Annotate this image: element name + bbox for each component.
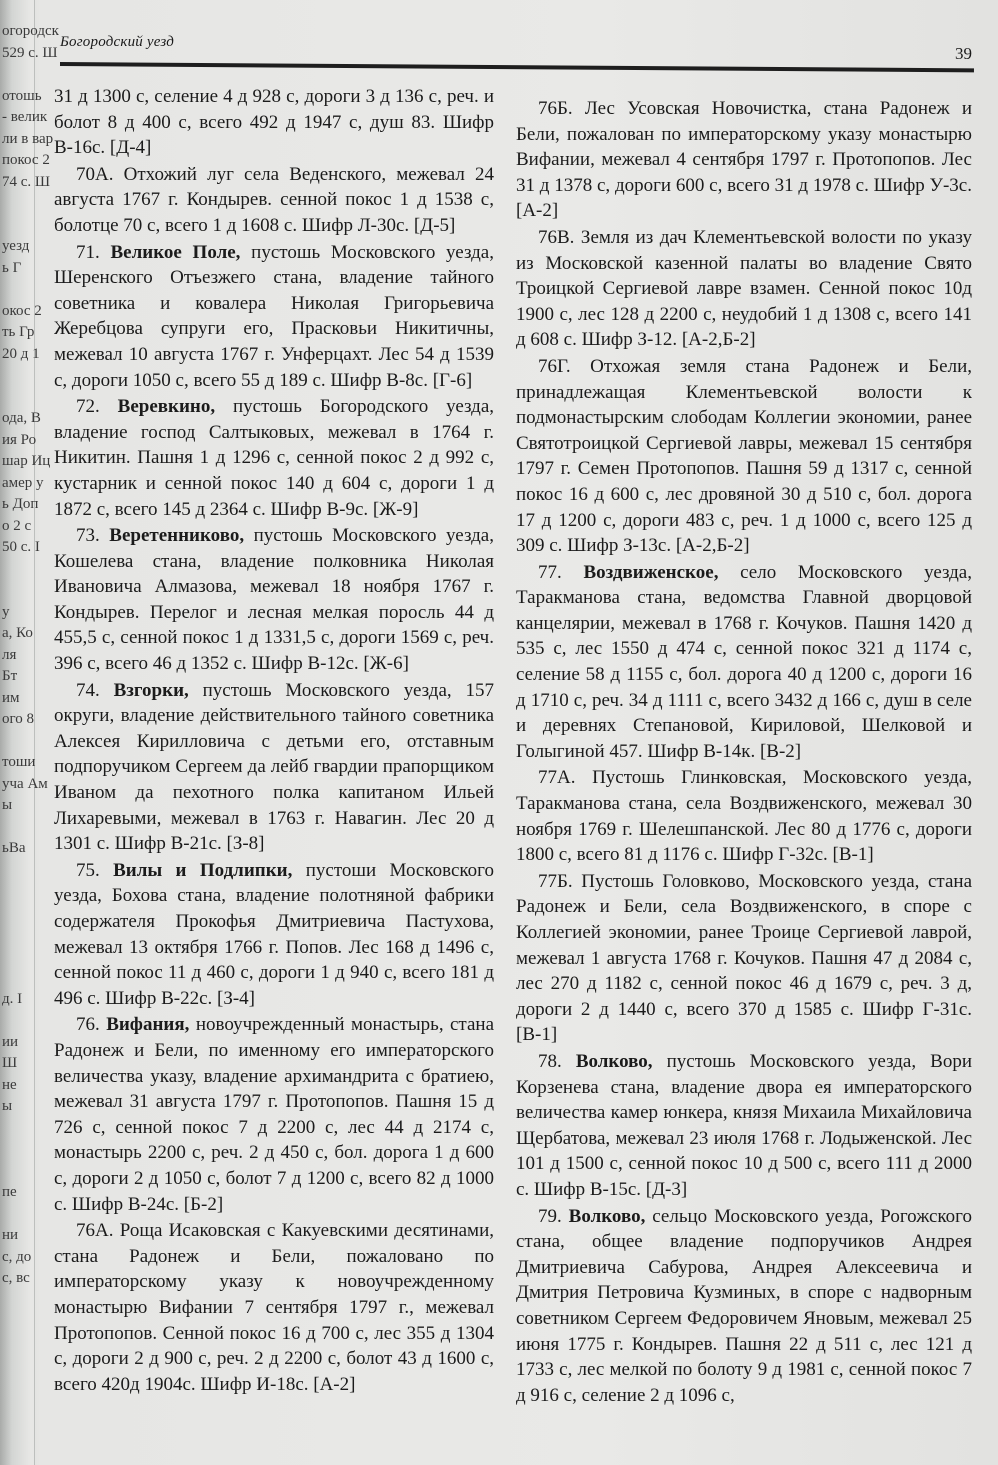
- facing-page-fragment: Ш: [2, 1055, 18, 1071]
- entry-paragraph: [516, 765, 972, 867]
- entry-text: Отхожая земля стана Радонеж и Бели, принадлежащая Клементьевской волости к подмонастырским слободам Коллегии экономии, ранее Святотроицкой Сергиевой лавры, межевал 15 сентября 1797 г. Семен Протопопов. Пашня 59 д 1317 с, сенной покос 16 д 600 с, лес дровяной 30 д 510 с, бол. дорога 17 д 1200 с, дороги 483 с, реч. 1 д 1000 с, всего 125 д 309 с. Шифр З-13с. [А-2,Б-2]: [516, 355, 972, 557]
- entry-text: пустошь Московского уезда, Кошелева стана, владение полковника Николая Ивановича Алмазова, межевал 18 ноября 1767 г. Кондырев. Перелог и лесная мелкая поросль 44 д 455,5 с, сенной покос 1 д 1331,5 с, дороги 1569 с, реч. 396 с, всего 46 д 1352 с. Шифр В-12с. [Ж-6]: [54, 525, 494, 675]
- entry-paragraph: [54, 678, 494, 857]
- entry-paragraph: [516, 354, 972, 559]
- entry-number: 76Б.: [538, 98, 573, 119]
- entry-paragraph: [516, 225, 972, 353]
- entry-text: Пустошь Глинковская, Московского уезда, Таракманова стана, села Воздвиженского, межевал 30 ноября 1769 г. Шелешпанской. Лес 80 д 1776 с, дороги 1800 с, всего 81 д 1176 с. Шифр Г-32с. [В-1]: [516, 767, 972, 866]
- facing-page-fragment: - велик: [2, 109, 48, 125]
- facing-page-fragment: огородск: [2, 23, 59, 39]
- entry-text: пустошь Московского уезда, Шеренского Отъезжего стана, владение тайного советника и ковалера Николая Григорьевича Жеребцова супруги его, Прасковьи Никитичны, межевал 10 августа 1767 г. Унферцахт. Лес 54 д 1539 с, дороги 1050 с, всего 55 д 189 с. Шифр В-8с. [Г-6]: [54, 241, 494, 391]
- entry-number: 72.: [76, 396, 100, 418]
- facing-page-fragment: ы: [2, 797, 13, 813]
- facing-page-fragment: ого 8: [2, 711, 35, 727]
- left-column: [54, 84, 494, 1398]
- entry-place-name: Вилы и Подлипки,: [113, 859, 293, 881]
- entry-text: село Московского уезда, Таракманова стана, ведомства Главной дворцовой канцелярии, межевал в 1768 г. Кочуков. Пашня 1420 д 535 с, лес 1550 д 474 с, сенной покос 321 д 1174 с, селение 58 д 1155 с, бол. дорога 40 д 1200 с, дороги 16 д 1710 с, реч. 34 д 1111 с, всего 3432 д 166 с, душ в селе и деревнях Степановой, Кириловой, Шелковой и Голыгиной 457. Шифр В-14к. [В-2]: [516, 561, 972, 762]
- entry-text: сельцо Московского уезда, Рогожского стана, общее владение подпоручиков Андрея Дмитриевича Сабурова, Андрея Алексеевича и Дмитрия Петровича Кузминых, в споре с надворным советником Сергеем Федоровичем Яновым, межевал 25 июня 1775 г. Кондырев. Пашня 22 д 511 с, лес 121 д 1733 с, лес мелкой по болоту 9 д 1981 с, сенной покос 7 д 916 с, селение 2 д 1096 с,: [516, 1205, 973, 1406]
- facing-page-fragment: им: [2, 689, 20, 706]
- entry-place-name: Волково,: [568, 1205, 646, 1227]
- entry-number: 76Г.: [538, 355, 571, 377]
- facing-page-fragment: 50 с. I: [2, 539, 40, 555]
- facing-page-fragment: д. I: [2, 990, 23, 1007]
- facing-page-fragment: с, вс: [2, 1270, 30, 1286]
- right-column: [516, 96, 972, 1409]
- facing-page-fragment: ьВа: [2, 840, 26, 856]
- entry-place-name: Воздвиженское,: [583, 561, 719, 583]
- entry-text: 31 д 1300 с, селение 4 д 928 с, дороги 3 д 136 с, реч. и болот 8 д 400 с, всего 492 д 1947 с, душ 83. Шифр В-16с. [Д-4]: [54, 86, 494, 159]
- entry-text: Земля из дач Клементьевской волости по указу из Московской казенной палаты во владение Свято Троицкой Сергиевой лавре взамен. Сенной покос 10д 1900 с, лес 128 д 2200 с, неудобий 1 д 1308 с, всего 141 д 608 с. Шифр З-12. [А-2,Б-2]: [516, 226, 972, 351]
- facing-page-fragment: ли в вар: [2, 130, 54, 147]
- entry-number: 77А.: [538, 767, 576, 789]
- entry-text: Лес Усовская Новочистка, стана Радонеж и Бели, пожалован по императорскому указу монастырю Вифании, межевал 4 сентября 1797 г. Протопопов. Лес 31 д 1378 с, дороги 600 с, всего 31 д 1978 с. Шифр У-3с. [А-2]: [516, 98, 972, 222]
- entry-paragraph: [54, 1012, 494, 1217]
- entry-text: Отхожий луг села Веденского, межевал 24 августа 1767 г. Кондырев. сенной покос 1 д 1538 с, болотце 70 с, всего 1 д 1608 с. Шифр Л-30с. [Д-5]: [54, 163, 495, 236]
- entry-number: 78.: [538, 1050, 562, 1072]
- facing-page-fragment: а, Ко: [2, 625, 33, 641]
- entry-paragraph: [54, 162, 494, 239]
- header-rule: [60, 62, 974, 72]
- facing-page-fragment: амер у: [2, 474, 44, 491]
- entry-place-name: Волково,: [575, 1050, 653, 1072]
- entry-paragraph: [516, 96, 972, 224]
- entry-text: новоучрежденный монастырь, стана Радонеж и Бели, по именному его императорского величества указу, владение архимандрита с братиею, межевал 31 августа 1797 г. Протопопов. Пашня 15 д 726 с, сенной покос 7 д 2200 с, лес 44 д 2174 с, монастырь 2200 с, реч. 2 д 450 с, бол. дорога 1 д 600 с, дороги 2 д 1050 с, болот 7 д 1200 с, всего 82 д 1000 с. Шифр В-24с. [Б-2]: [54, 1014, 495, 1215]
- entry-paragraph: [516, 560, 972, 765]
- facing-page-fragment: 74 с. Ш: [2, 173, 51, 190]
- facing-page-fragment: отошь: [2, 87, 42, 104]
- entry-paragraph: [516, 1049, 972, 1203]
- running-header: Богородский уезд: [60, 34, 175, 50]
- entry-text: пустошь Богородского уезда, владение господ Салтыковых, межевал в 1764 г. Никитин. Пашня 1 д 1296 с, сенной покос 2 д 992 с, кустарник и сенной покос 140 д 604 с, дороги 1 д 1872 с, всего 145 д 2364 с. Шифр В-9с. [Ж-9]: [54, 396, 495, 520]
- entry-place-name: Взгорки,: [113, 679, 189, 701]
- entry-number: 77.: [538, 561, 562, 583]
- entry-text: Пустошь Головково, Московского уезда, стана Радонеж и Бели, села Воздвиженского, в споре с Коллегией экономии, ранее Троице Сергиевой лаврой, межевал 1 августа 1768 г. Кочуков. Пашня 47 д 2084 с, лес 270 д 1182 с, сенной покос 46 д 1679 с, реч. 3 д, дороги 2 д 1440 с, всего 370 д 1585 с. Шифр Г-31с. [В-1]: [516, 870, 972, 1046]
- entry-paragraph: [54, 394, 494, 522]
- entry-number: 76.: [76, 1014, 100, 1036]
- facing-page-fragment: покос 2: [2, 152, 50, 168]
- facing-page-fragment: шар Иц: [2, 453, 51, 469]
- facing-page-fragment: ля: [2, 646, 17, 663]
- entry-number: 75.: [76, 859, 100, 881]
- entry-place-name: Веревкино,: [117, 396, 216, 418]
- entry-number: 77Б.: [538, 870, 573, 892]
- facing-page-fragment: ь Г: [2, 259, 22, 276]
- entry-place-name: Вифания,: [106, 1014, 190, 1036]
- entry-paragraph: [54, 84, 494, 161]
- entry-number: 76В.: [538, 226, 575, 248]
- facing-page-fragment: ь Доп: [2, 496, 39, 512]
- entry-paragraph: [54, 523, 494, 677]
- entry-number: 74.: [76, 679, 100, 701]
- facing-page-edge: [0, 0, 59, 1465]
- entry-text: пустошь Московского уезда, 157 округи, владение действительного тайного советника Алексея Кирилловича с детьми его, отставным подпоручиком Сергеем да лейб гвардии прапорщиком Иваном да пехотного полка капитаном Ильей Лихаревыми, межевал в 1763 г. Навагин. Лес 20 д 1301 с. Шифр В-21с. [З-8]: [54, 679, 494, 855]
- entry-text: Роща Исаковская с Какуевскими десятинами, стана Радонеж и Бели, пожаловано по императорскому указу к новоучрежденному монастырю Вифании 7 сентября 1797 г., межевал Протопопов. Сенной покос 16 д 700 с, лес 355 д 1304 с, дороги 2 д 900 с, реч. 2 д 2200 с, болот 43 д 1600 с, всего 420д 1904с. Шифр И-18с. [А-2]: [54, 1220, 495, 1395]
- facing-page-fragment: 529 с. Ш: [2, 44, 58, 61]
- entry-text: пустоши Московского уезда, Бохова стана, владение полотняной фабрики содержателя Прокофья Дмитриевича Пастухова, межевал 13 октября 1766 г. Попов. Лес 168 д 1496 с, сенной покос 11 д 460 с, дороги 1 д 940 с, всего 181 д 496 с. Шифр В-22с. [З-4]: [54, 859, 494, 1009]
- entry-paragraph: [54, 858, 494, 1012]
- entry-paragraph: [54, 240, 494, 394]
- facing-page-fragment: ть Гр: [2, 324, 35, 340]
- facing-page-fragment: тоши: [2, 754, 36, 770]
- facing-page-fragment: ода, В: [2, 410, 41, 426]
- facing-page-fragment: ы: [2, 1098, 13, 1114]
- entry-paragraph: [516, 1204, 972, 1409]
- facing-page-fragment: Бт: [2, 668, 18, 684]
- entry-place-name: Великое Поле,: [110, 241, 241, 263]
- facing-page-fragment: 20 д 1: [2, 345, 40, 362]
- entry-number: 73.: [76, 525, 100, 547]
- facing-page-fragment: с, до: [2, 1248, 32, 1265]
- facing-page-fragment: ия Ро: [2, 431, 37, 448]
- entry-paragraph: [516, 869, 972, 1048]
- facing-page-fragment: пе: [2, 1184, 17, 1200]
- facing-page-fragment: ни: [2, 1227, 19, 1243]
- facing-page-fragment: окос 2: [2, 302, 42, 319]
- entry-number: 70А.: [76, 163, 114, 185]
- page-number: 39: [955, 44, 972, 63]
- facing-page-fragment: не: [2, 1076, 17, 1093]
- facing-page-fragment: у: [2, 603, 10, 620]
- facing-page-fragment: уча Ам: [2, 775, 48, 792]
- facing-page-fragment: о 2 с: [2, 517, 32, 534]
- facing-page-fragment: уезд: [2, 238, 30, 254]
- entry-number: 79.: [538, 1205, 562, 1227]
- entry-place-name: Веретенниково,: [109, 525, 245, 547]
- entry-paragraph: [54, 1218, 494, 1397]
- facing-page-fragment: ии: [2, 1033, 19, 1050]
- entry-text: пустошь Московского уезда, Вори Корзенева стана, владение двора ея императорского величества камер юнкера, князя Михаила Михайловича Щербатова, межевал 23 июля 1768 г. Лодыженской. Лес 101 д 1500 с, сенной покос 10 д 500 с, всего 111 д 2000 с. Шифр В-15с. [Д-3]: [516, 1050, 972, 1200]
- entry-number: 71.: [76, 241, 100, 263]
- entry-number: 76А.: [76, 1220, 114, 1242]
